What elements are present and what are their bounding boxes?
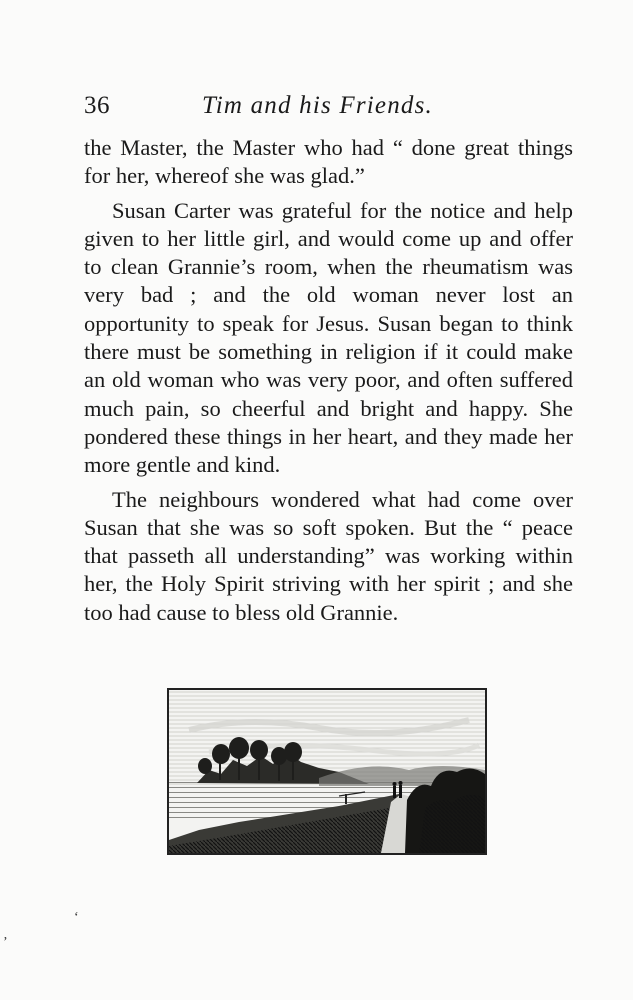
paragraph-susan-carter: Susan Carter was grateful for the notice and help given to her little girl, and would come up and offer to clean Grannie’s room, when the rheumatism was very bad ; and the old woman never lost an opportunity to speak for Jesus. Susan began to think there must be something in religion if it could make an old woman who was very poor, and often suffered much pain, so cheerful and bright and happy. She pondered these things in her heart, and they made her more gentle and kind.: [84, 197, 573, 478]
engraving-illustration: [167, 688, 487, 855]
landscape-engraving: [169, 690, 485, 853]
page-speck: ‘: [74, 910, 79, 925]
body-text: [84, 134, 573, 627]
page-speck: ’: [3, 935, 8, 950]
running-title: Tim and his Friends.: [202, 92, 433, 119]
page-number: 36: [84, 92, 110, 119]
paragraph-neighbours: The neighbours wondered what had come over Susan that she was so soft spoken. But the “ peace that passeth all understanding” was working within her, the Holy Spirit striving with her spirit ; and she too had cause to bless old Grannie.: [84, 486, 573, 625]
paragraph-continuation: the Master, the Master who had “ done great things for her, whereof she was glad.”: [84, 135, 573, 189]
running-head: [84, 92, 574, 128]
